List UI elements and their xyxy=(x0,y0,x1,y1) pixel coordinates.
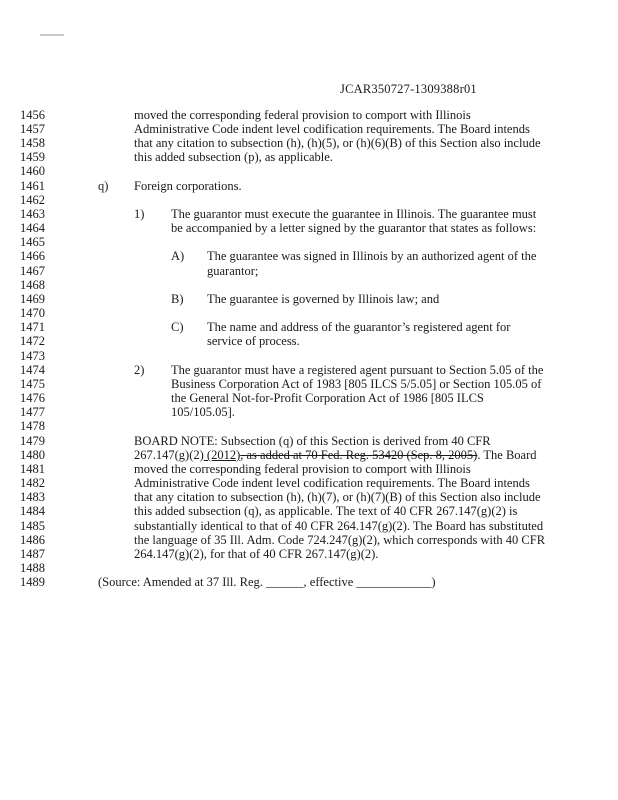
item-2-marker: 2) xyxy=(134,363,145,377)
line-number: 1481 xyxy=(20,462,45,476)
item-2-line: The guarantor must have a registered agent pursuant to Section 5.05 of the xyxy=(171,363,544,377)
line-number: 1489 xyxy=(20,575,45,589)
subsection-q-marker: q) xyxy=(98,179,109,193)
line-number: 1488 xyxy=(20,561,45,575)
board-note-line: substantially identical to that of 40 CFR 264.147(g)(2). The Board has substituted xyxy=(134,519,544,533)
line-number: 1469 xyxy=(20,292,45,306)
line-number: 1485 xyxy=(20,519,45,533)
board-note-line: BOARD NOTE: Subsection (q) of this Section is derived from 40 CFR xyxy=(134,434,491,448)
board-note-line: 264.147(g)(2), for that of 40 CFR 267.147(g)(2). xyxy=(134,547,379,561)
line-number: 1464 xyxy=(20,221,45,235)
line-number: 1487 xyxy=(20,547,45,561)
line-number: 1475 xyxy=(20,377,45,391)
p-note-line: this added subsection (p), as applicable. xyxy=(134,150,333,164)
p-note-line: moved the corresponding federal provision to comport with Illinois xyxy=(134,108,471,122)
item-1b-marker: B) xyxy=(171,292,184,306)
line-number: 1479 xyxy=(20,434,45,448)
line-number: 1468 xyxy=(20,278,45,292)
line-number: 1463 xyxy=(20,207,45,221)
line-number: 1470 xyxy=(20,306,45,320)
line-number: 1462 xyxy=(20,193,45,207)
item-1b-line: The guarantee is governed by Illinois law; and xyxy=(207,292,440,306)
line-number: 1483 xyxy=(20,490,45,504)
line-number: 1466 xyxy=(20,249,45,263)
line-number: 1459 xyxy=(20,150,45,164)
item-1-line: be accompanied by a letter signed by the guarantor that states as follows: xyxy=(171,221,537,235)
line-number: 1478 xyxy=(20,419,45,433)
item-1a-marker: A) xyxy=(171,249,185,263)
line-number: 1486 xyxy=(20,533,45,547)
line-number: 1476 xyxy=(20,391,45,405)
board-note-line xyxy=(134,449,537,462)
line-number: 1467 xyxy=(20,264,45,278)
line-number: 1471 xyxy=(20,320,45,334)
board-note-line: moved the corresponding federal provision to comport with Illinois xyxy=(134,462,471,476)
source-line: (Source: Amended at 37 Ill. Reg. ______, effective ____________) xyxy=(98,575,436,589)
line-number: 1456 xyxy=(20,108,45,122)
item-1a-line: guarantor; xyxy=(207,264,259,278)
board-note-line: Administrative Code indent level codification requirements. The Board intends xyxy=(134,476,530,490)
item-1c-line: The name and address of the guarantor’s registered agent for xyxy=(207,320,511,334)
board-note-line: that any citation to subsection (h), (h)(7), or (h)(7)(B) of this Section also include xyxy=(134,490,541,504)
citation-text: 267.147(g)(2) xyxy=(134,448,204,462)
note-text: . The Board xyxy=(477,448,537,462)
line-number: 1465 xyxy=(20,235,45,249)
line-number: 1460 xyxy=(20,164,45,178)
item-1-line: The guarantor must execute the guarantee in Illinois. The guarantee must xyxy=(171,207,537,221)
line-number: 1484 xyxy=(20,504,45,518)
item-2-line: 105/105.05]. xyxy=(171,405,235,419)
item-2-line: the General Not-for-Profit Corporation Act of 1986 [805 ILCS xyxy=(171,391,484,405)
line-number: 1472 xyxy=(20,334,45,348)
line-number: 1474 xyxy=(20,363,45,377)
inserted-text: (2012) xyxy=(203,448,241,462)
item-1c-line: service of process. xyxy=(207,334,300,348)
line-number: 1461 xyxy=(20,179,45,193)
item-1c-marker: C) xyxy=(171,320,184,334)
item-2-line: Business Corporation Act of 1983 [805 ILCS 5/5.05] or Section 105.05 of xyxy=(171,377,542,391)
document-id-header: JCAR350727-1309388r01 xyxy=(340,82,477,96)
line-number: 1477 xyxy=(20,405,45,419)
line-number: 1482 xyxy=(20,476,45,490)
item-1-marker: 1) xyxy=(134,207,145,221)
line-number: 1458 xyxy=(20,136,45,150)
line-number: 1473 xyxy=(20,349,45,363)
board-note-line: the language of 35 Ill. Adm. Code 724.247(g)(2), which corresponds with 40 CFR xyxy=(134,533,546,547)
scan-speck xyxy=(40,34,64,36)
subsection-q-title: Foreign corporations. xyxy=(134,179,242,193)
p-note-line: Administrative Code indent level codification requirements. The Board intends xyxy=(134,122,530,136)
item-1a-line: The guarantee was signed in Illinois by an authorized agent of the xyxy=(207,249,537,263)
line-number: 1457 xyxy=(20,122,45,136)
board-note-line: this added subsection (q), as applicable. The text of 40 CFR 267.147(g)(2) is xyxy=(134,504,518,518)
line-number: 1480 xyxy=(20,448,45,462)
deleted-text: , as added at 70 Fed. Reg. 53420 (Sep. 8, 2005) xyxy=(240,448,478,462)
p-note-line: that any citation to subsection (h), (h)(5), or (h)(6)(B) of this Section also include xyxy=(134,136,541,150)
